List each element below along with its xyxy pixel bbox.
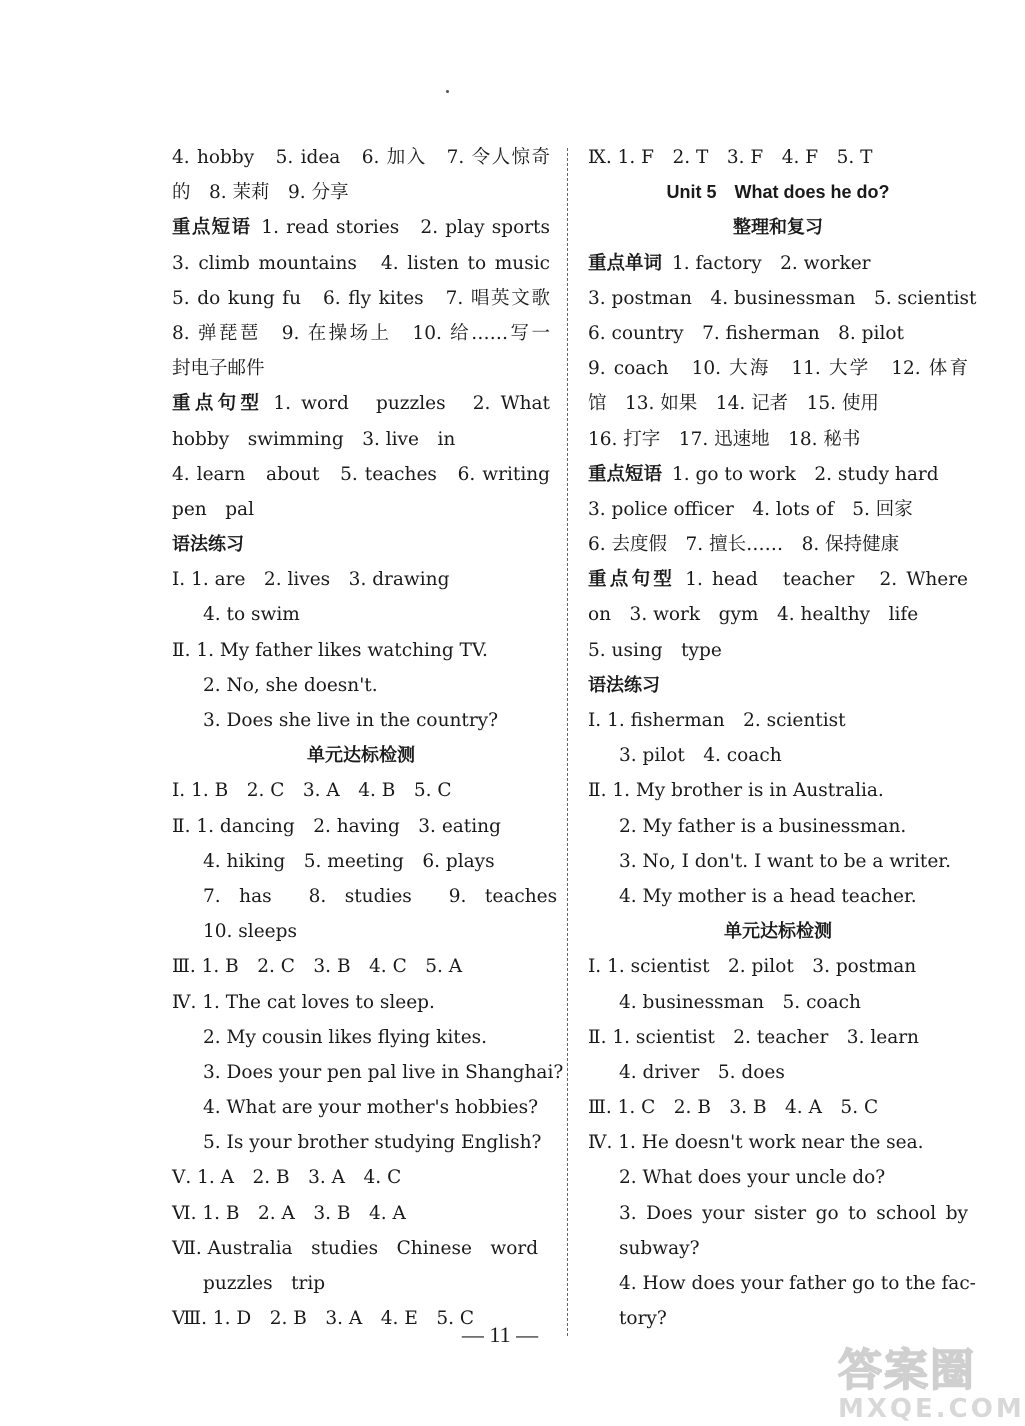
line-text: Ⅰ. 1. fisherman 2. scientist bbox=[588, 710, 846, 731]
answer-line bbox=[588, 281, 977, 316]
line-text: 7. has 8. studies 9. teaches bbox=[203, 885, 558, 907]
answer-line bbox=[172, 879, 558, 914]
line-text: 整理和复习 bbox=[733, 217, 823, 239]
line-text: 4. driver 5. does bbox=[619, 1061, 785, 1083]
answer-line bbox=[172, 351, 550, 386]
answer-line bbox=[172, 210, 550, 245]
line-text: Ⅸ. 1. F 2. T 3. F 4. F 5. T bbox=[588, 147, 873, 168]
answer-line bbox=[172, 492, 550, 527]
line-text: 5. Is your brother studying English? bbox=[203, 1132, 542, 1154]
line-text: 语法练习 bbox=[172, 534, 244, 556]
line-text: 3. Does your sister go to school by bbox=[619, 1202, 968, 1224]
answer-line bbox=[588, 1020, 968, 1055]
top-dot-mark bbox=[446, 90, 449, 93]
answer-line bbox=[172, 1125, 550, 1160]
line-text: 1. head teacher 2. Where bbox=[685, 569, 968, 591]
subsection-heading bbox=[172, 527, 550, 562]
answer-line bbox=[588, 597, 968, 632]
line-text: Ⅲ. 1. C 2. B 3. B 4. A 5. C bbox=[588, 1097, 879, 1119]
line-text: 3. Does your pen pal live in Shanghai? bbox=[203, 1061, 564, 1083]
line-text: Ⅱ. 1. scientist 2. teacher 3. learn bbox=[588, 1026, 919, 1048]
answer-line bbox=[588, 351, 968, 386]
answer-line bbox=[588, 492, 968, 527]
answer-line bbox=[588, 844, 968, 879]
answer-line bbox=[588, 457, 968, 492]
answer-line bbox=[588, 1055, 968, 1090]
line-text: tory? bbox=[619, 1308, 667, 1330]
line-text: on 3. work gym 4. healthy life bbox=[588, 604, 919, 626]
answer-line bbox=[588, 562, 968, 597]
answer-line bbox=[588, 316, 968, 351]
section-heading bbox=[172, 738, 550, 773]
answer-line bbox=[588, 985, 968, 1020]
answer-line bbox=[588, 879, 968, 914]
line-text: 2. My father is a businessman. bbox=[619, 815, 907, 837]
answer-line bbox=[588, 1266, 976, 1301]
category-label: 重点句型 bbox=[588, 569, 676, 591]
line-text: 封电子邮件 bbox=[172, 358, 265, 380]
line-text: 5. do kung fu 6. fly kites 7. 唱英文歌 bbox=[172, 287, 550, 309]
answer-line bbox=[588, 246, 968, 281]
line-text: hobby swimming 3. live in bbox=[172, 428, 456, 450]
line-text: Ⅴ. 1. A 2. B 3. A 4. C bbox=[172, 1167, 402, 1189]
line-text: 3. postman 4. businessman 5. scientist bbox=[588, 287, 977, 309]
answer-line bbox=[588, 422, 968, 457]
category-label: 重点短语 bbox=[588, 463, 663, 485]
answer-line bbox=[588, 773, 968, 808]
line-text: 4. My mother is a head teacher. bbox=[619, 885, 917, 907]
line-text: Ⅲ. 1. B 2. C 3. B 4. C 5. A bbox=[172, 956, 463, 978]
answer-line bbox=[588, 633, 968, 668]
answer-line bbox=[588, 949, 968, 984]
answer-line bbox=[588, 527, 968, 562]
line-text: 的 8. 茉莉 9. 分享 bbox=[172, 182, 349, 204]
section-heading bbox=[588, 914, 968, 949]
line-text: Ⅱ. 1. My father likes watching TV. bbox=[172, 639, 488, 661]
answer-line bbox=[172, 668, 550, 703]
answer-line bbox=[172, 422, 550, 457]
line-text: 1. go to work 2. study hard bbox=[672, 463, 939, 485]
section-heading bbox=[588, 210, 968, 245]
line-text: Ⅱ. 1. dancing 2. having 3. eating bbox=[172, 815, 501, 837]
answer-line bbox=[172, 985, 550, 1020]
line-text: 6. country 7. fisherman 8. pilot bbox=[588, 322, 904, 344]
answer-line bbox=[588, 140, 968, 175]
answer-line bbox=[172, 1090, 550, 1125]
line-text: 2. My cousin likes flying kites. bbox=[203, 1026, 488, 1048]
line-text: 3. Does she live in the country? bbox=[203, 710, 499, 731]
line-text: 1. factory 2. worker bbox=[672, 252, 871, 274]
line-text: 单元达标检测 bbox=[724, 921, 832, 943]
answer-line bbox=[172, 633, 550, 668]
line-text: 2. What does your uncle do? bbox=[619, 1167, 886, 1189]
answer-line bbox=[172, 140, 550, 175]
line-text: 1. word puzzles 2. What bbox=[273, 393, 550, 415]
subsection-heading bbox=[588, 668, 968, 703]
line-text: 4. hobby 5. idea 6. 加入 7. 令人惊奇 bbox=[172, 147, 550, 168]
answer-line bbox=[172, 281, 550, 316]
line-text: Ⅳ. 1. The cat loves to sleep. bbox=[172, 991, 435, 1013]
answer-line bbox=[172, 809, 550, 844]
line-text: 3. pilot 4. coach bbox=[619, 745, 782, 767]
line-text: puzzles trip bbox=[203, 1273, 326, 1294]
answer-line bbox=[588, 703, 968, 738]
line-text: Ⅳ. 1. He doesn't work near the sea. bbox=[588, 1132, 924, 1154]
answer-line bbox=[588, 386, 968, 421]
column-divider bbox=[567, 148, 568, 1336]
answer-line bbox=[588, 1090, 968, 1125]
line-text: Ⅷ. 1. D 2. B 3. A 4. E 5. C bbox=[172, 1308, 475, 1330]
line-text: Ⅰ. 1. B 2. C 3. A 4. B 5. C bbox=[172, 780, 452, 802]
line-text: 10. sleeps bbox=[203, 921, 297, 943]
unit-title bbox=[588, 175, 968, 210]
answer-line bbox=[172, 914, 550, 949]
answer-line bbox=[172, 1055, 564, 1090]
answer-line bbox=[172, 949, 550, 984]
line-text: 4. to swim bbox=[203, 604, 300, 626]
line-text: 6. 去度假 7. 擅长…… 8. 保持健康 bbox=[588, 534, 900, 556]
answer-line bbox=[172, 703, 550, 738]
answer-line bbox=[588, 1196, 968, 1231]
answer-line bbox=[588, 1231, 968, 1266]
answer-line bbox=[172, 316, 550, 351]
line-text: 9. coach 10. 大海 11. 大学 12. 体育 bbox=[588, 358, 968, 380]
line-text: 馆 13. 如果 14. 记者 15. 使用 bbox=[588, 393, 879, 415]
line-text: 16. 打字 17. 迅速地 18. 秘书 bbox=[588, 428, 861, 450]
left-column bbox=[172, 140, 564, 1336]
answer-line bbox=[588, 1125, 968, 1160]
answer-line bbox=[172, 773, 550, 808]
line-text: Unit 5 What does he do? bbox=[666, 182, 890, 203]
answer-line bbox=[172, 1196, 550, 1231]
answer-line bbox=[172, 1160, 550, 1195]
watermark-bottom: MXQE.COM bbox=[838, 1394, 1025, 1424]
category-label: 重点短语 bbox=[172, 217, 252, 239]
answer-line bbox=[172, 1266, 550, 1301]
answer-line bbox=[172, 246, 550, 281]
line-text: pen pal bbox=[172, 498, 254, 520]
line-text: 1. read stories 2. play sports bbox=[261, 217, 550, 239]
line-text: 4. businessman 5. coach bbox=[619, 991, 861, 1013]
answer-line bbox=[172, 597, 550, 632]
line-text: 8. 弹琵琶 9. 在操场上 10. 给……写一 bbox=[172, 322, 550, 344]
page-number: — 11 — bbox=[461, 1322, 539, 1347]
answer-line bbox=[588, 1160, 968, 1195]
answer-line bbox=[172, 386, 550, 421]
line-text: Ⅱ. 1. My brother is in Australia. bbox=[588, 780, 884, 802]
answer-line bbox=[172, 457, 550, 492]
watermark-logo bbox=[838, 1334, 1025, 1424]
line-text: 单元达标检测 bbox=[307, 745, 415, 767]
watermark-top: 答案圈 bbox=[838, 1345, 976, 1396]
line-text: 3. climb mountains 4. listen to music bbox=[172, 252, 550, 274]
line-text: 语法练习 bbox=[588, 674, 660, 696]
answer-line bbox=[172, 1231, 550, 1266]
line-text: 2. No, she doesn't. bbox=[203, 674, 378, 696]
answer-line bbox=[172, 175, 550, 210]
line-text: 4. What are your mother's hobbies? bbox=[203, 1097, 539, 1119]
line-text: 4. hiking 5. meeting 6. plays bbox=[203, 850, 495, 872]
line-text: 4. How does your father go to the fac- bbox=[619, 1273, 976, 1294]
line-text: Ⅰ. 1. scientist 2. pilot 3. postman bbox=[588, 956, 917, 978]
category-label: 重点单词 bbox=[588, 252, 663, 274]
line-text: Ⅵ. 1. B 2. A 3. B 4. A bbox=[172, 1202, 406, 1224]
line-text: 5. using type bbox=[588, 639, 722, 661]
line-text: 3. No, I don't. I want to be a writer. bbox=[619, 850, 951, 872]
line-text: Ⅶ. Australia studies Chinese word bbox=[172, 1237, 539, 1259]
line-text: subway? bbox=[619, 1237, 700, 1259]
category-label: 重点句型 bbox=[172, 393, 264, 415]
answer-line bbox=[172, 1020, 550, 1055]
answer-line bbox=[588, 809, 968, 844]
line-text: 3. police officer 4. lots of 5. 回家 bbox=[588, 498, 913, 520]
answer-line bbox=[172, 844, 550, 879]
right-column bbox=[588, 140, 977, 1336]
line-text: Ⅰ. 1. are 2. lives 3. drawing bbox=[172, 569, 450, 591]
answer-line bbox=[588, 738, 968, 773]
answer-line bbox=[172, 562, 550, 597]
line-text: 4. learn about 5. teaches 6. writing bbox=[172, 463, 550, 485]
